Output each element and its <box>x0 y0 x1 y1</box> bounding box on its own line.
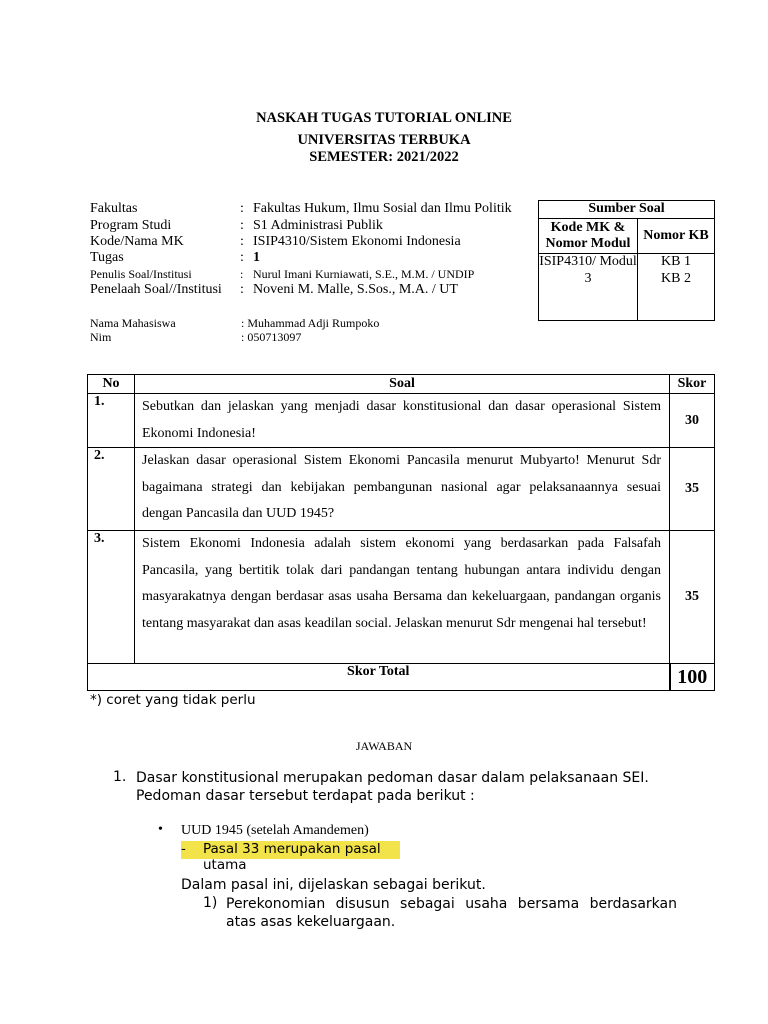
table-row <box>88 448 715 531</box>
col-header-no: No <box>88 375 135 394</box>
info-value-penelaah: Noveni M. Malle, S.Sos., M.A. / UT <box>253 282 458 297</box>
question-number: 3. <box>88 531 135 664</box>
dash-icon: - <box>181 841 186 857</box>
info-colon: : <box>240 267 244 281</box>
info-label-program-studi: Program Studi <box>90 218 172 233</box>
source-col-kb-header: Nomor KB <box>638 219 715 254</box>
source-table <box>538 200 715 321</box>
answer-item-text: Dasar konstitusional merupakan pedoman dasar dalam pelaksanaan SEI. Pedoman dasar tersebut terdapat pada berikut : <box>136 770 649 804</box>
student-name-label: Nama Mahasiswa <box>90 316 176 330</box>
info-value-penulis: Nurul Imani Kurniawati, S.E., M.M. / UNDIP <box>253 267 475 281</box>
col-header-soal: Soal <box>135 375 670 394</box>
student-nim-value: : 050713097 <box>241 330 302 344</box>
info-label-kode-mk: Kode/Nama MK <box>90 234 184 249</box>
question-text: Jelaskan dasar operasional Sistem Ekonomi Pancasila menurut Mubyarto! Menurut Sdr bagaimana strategi dan kebijakan pembangunan nasional agar pelaksanaannya sesuai dengan Pancasila dan UUD 1945? <box>135 448 670 531</box>
bullet-icon: • <box>158 822 163 837</box>
source-table-title: Sumber Soal <box>539 201 715 219</box>
info-label-penulis: Penulis Soal/Institusi <box>90 267 192 281</box>
question-number: 2. <box>88 448 135 531</box>
info-value-program-studi: S1 Administrasi Publik <box>253 218 383 233</box>
question-score: 35 <box>670 531 715 664</box>
sub-item-number: 1) <box>203 895 218 911</box>
table-row <box>88 394 715 448</box>
footnote: *) coret yang tidak perlu <box>90 692 256 708</box>
info-label-penelaah: Penelaah Soal//Institusi <box>90 282 222 297</box>
questions-table <box>87 374 715 691</box>
semester-label: SEMESTER: 2021/2022 <box>309 149 459 165</box>
question-score: 35 <box>670 448 715 531</box>
question-text: Sistem Ekonomi Indonesia adalah sistem ekonomi yang berdasarkan pada Falsafah Pancasila, yang bertitik tolak dari pandangan tentang hubungan antara individu dengan masyarakatnya dengan berdasar asas usaha Bersama dan kekeluargaan, pandangan organis tentang masyarakat dan asas keadilan social. Jelaskan menurut Sdr mengenai hal tersebut! <box>135 531 670 664</box>
university-name: UNIVERSITAS TERBUKA <box>297 132 471 148</box>
info-value-tugas: 1 <box>253 250 260 265</box>
document-title: NASKAH TUGAS TUTORIAL ONLINE <box>256 110 512 126</box>
dash-text: Pasal 33 merupakan pasal utama <box>203 841 381 873</box>
total-label: Skor Total <box>88 664 670 691</box>
question-score: 30 <box>670 394 715 448</box>
info-colon: : <box>240 201 244 216</box>
info-label-tugas: Tugas <box>90 250 124 265</box>
sub-item-text: Perekonomian disusun sebagai usaha bersama berdasarkan atas asas kekeluargaan. <box>226 896 677 930</box>
question-text: Sebutkan dan jelaskan yang menjadi dasar konstitusional dan dasar operasional Sistem Ekonomi Indonesia! <box>135 394 670 448</box>
info-colon: : <box>240 250 244 265</box>
table-row <box>88 531 715 664</box>
info-value-kode-mk: ISIP4310/Sistem Ekonomi Indonesia <box>253 234 461 249</box>
info-colon: : <box>240 282 244 297</box>
highlighted-line <box>181 841 400 873</box>
student-nim-label: Nim <box>90 330 112 344</box>
bullet-text: UUD 1945 (setelah Amandemen) <box>181 823 369 838</box>
info-label-fakultas: Fakultas <box>90 201 138 216</box>
total-score: 100 <box>670 664 715 691</box>
total-row <box>88 664 715 691</box>
question-number: 1. <box>88 394 135 448</box>
student-name-value: : Muhammad Adji Rumpoko <box>241 316 380 330</box>
source-col-kode-header: Kode MK & Nomor Modul <box>539 219 638 254</box>
col-header-skor: Skor <box>670 375 715 394</box>
answer-heading: JAWABAN <box>355 739 413 753</box>
info-colon: : <box>240 234 244 249</box>
answer-item-number: 1. <box>113 769 127 785</box>
source-kb-values <box>638 254 715 321</box>
source-kode-value: ISIP4310/ Modul 3 <box>539 254 638 321</box>
info-value-fakultas: Fakultas Hukum, Ilmu Sosial dan Ilmu Politik <box>253 201 512 216</box>
source-kb-2: KB 2 <box>661 270 691 286</box>
source-kb-1: KB 1 <box>661 254 691 269</box>
answer-paragraph: Dalam pasal ini, dijelaskan sebagai berikut. <box>181 877 486 893</box>
info-colon: : <box>240 218 244 233</box>
